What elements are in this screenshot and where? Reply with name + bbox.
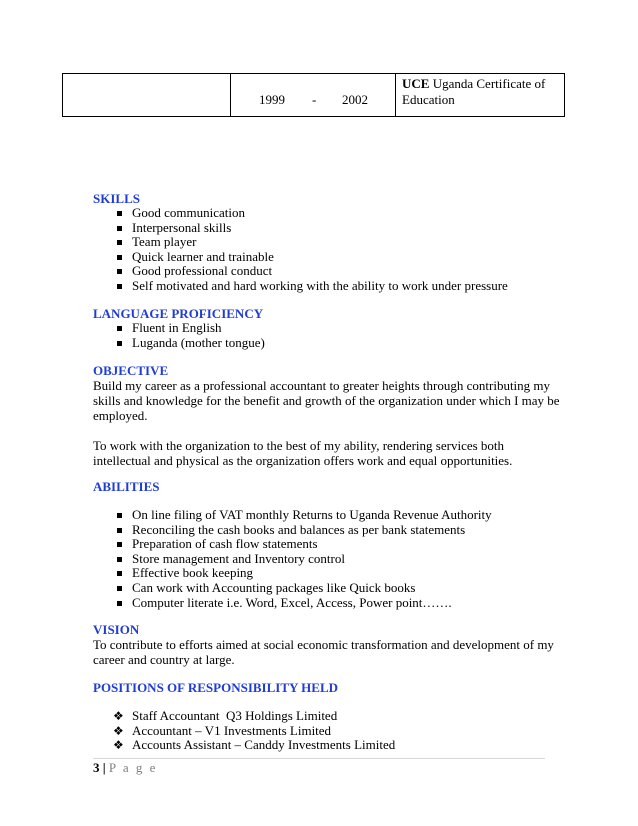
square-bullet-icon [117,269,122,274]
objective-paragraph-1: Build my career as a professional accountant to greater heights through contributing my skills and knowledge for the benefit and growth of the organization under which I may be employed. [93,378,560,423]
objective-section [93,363,563,468]
list-item-text: Can work with Accounting packages like Quick books [132,579,416,595]
diamond-bullet-icon: ❖ [113,709,124,723]
skills-heading: SKILLS [93,191,140,206]
footer-separator: | [102,760,106,775]
square-bullet-icon [117,528,122,533]
list-item [93,250,563,265]
list-item [93,709,563,724]
page-word: P a g e [108,760,158,775]
list-item-text: Fluent in English [132,320,222,335]
abilities-heading: ABILITIES [93,479,160,494]
page-footer [93,760,157,775]
language-section [93,306,563,350]
list-item-text: Good communication [132,205,246,220]
qualification-text: Uganda Certificate of Education [402,76,546,107]
positions-section [93,680,563,753]
year-dash: - [312,92,317,107]
list-item [93,566,563,581]
square-bullet-icon [117,601,122,606]
list-item-text: Good professional conduct [132,263,273,279]
list-item-text: Accountant – V1 Investments Limited [132,722,332,738]
square-bullet-icon [117,341,122,346]
list-item [93,336,563,351]
diamond-bullet-icon: ❖ [113,738,124,753]
list-item-text: Team player [132,234,197,250]
qualification-abbrev: UCE [402,76,430,91]
vision-heading: VISION [93,622,140,637]
objective-paragraph-2: To work with the organization to the best of my ability, rendering services both intellectual and physical as the organization offers work and equal opportunities. [93,438,513,468]
list-item [93,738,563,753]
objective-heading: OBJECTIVE [93,363,169,378]
square-bullet-icon [117,284,122,289]
list-item [93,235,563,250]
list-item-text: Computer literate i.e. Word, Excel, Access, Power point……. [132,594,452,610]
footer-divider [93,758,545,759]
list-item [93,537,563,552]
list-item-text: Accounts Assistant – Canddy Investments Limited [132,737,396,753]
education-qualification-cell [396,74,564,116]
skills-list [93,206,563,294]
list-item-text: Luganda (mother tongue) [132,334,265,350]
square-bullet-icon [117,226,122,231]
list-item-text: On line filing of VAT monthly Returns to Uganda Revenue Authority [132,507,492,522]
language-heading: LANGUAGE PROFICIENCY [93,306,264,321]
square-bullet-icon [117,211,122,216]
list-item-text: Interpersonal skills [132,219,232,235]
positions-heading: POSITIONS OF RESPONSIBILITY HELD [93,680,339,695]
square-bullet-icon [117,586,122,591]
square-bullet-icon [117,557,122,562]
vision-section [93,622,563,667]
list-item [93,321,563,336]
square-bullet-icon [117,571,122,576]
list-item [93,724,563,739]
list-item-text: Store management and Inventory control [132,550,345,566]
list-item-text: Preparation of cash flow statements [132,536,318,552]
list-item-text: Quick learner and trainable [132,248,274,264]
list-item [93,508,563,523]
page-number: 3 [93,760,100,775]
square-bullet-icon [117,326,122,331]
education-institution-cell [63,74,231,116]
square-bullet-icon [117,255,122,260]
square-bullet-icon [117,513,122,518]
abilities-section [93,479,563,610]
skills-section [93,191,563,294]
year-from: 1999 [259,92,285,107]
list-item [93,552,563,567]
list-item [93,581,563,596]
list-item [93,523,563,538]
list-item-text: Staff Accountant Q3 Holdings Limited [132,708,338,723]
list-item [93,221,563,236]
year-to: 2002 [342,92,368,107]
list-item [93,264,563,279]
list-item-text: Reconciling the cash books and balances as per bank statements [132,521,466,537]
education-years-cell [231,74,396,116]
education-table [62,73,565,117]
list-item [93,596,563,611]
list-item-text: Self motivated and hard working with the ability to work under pressure [132,277,508,293]
vision-text: To contribute to efforts aimed at social economic transformation and development of my career and country at large. [93,637,554,667]
diamond-bullet-icon: ❖ [113,723,124,738]
language-list [93,321,563,350]
positions-list [93,709,563,753]
square-bullet-icon [117,240,122,245]
list-item [93,279,563,294]
list-item-text: Effective book keeping [132,565,254,581]
list-item [93,206,563,221]
square-bullet-icon [117,542,122,547]
abilities-list [93,508,563,610]
